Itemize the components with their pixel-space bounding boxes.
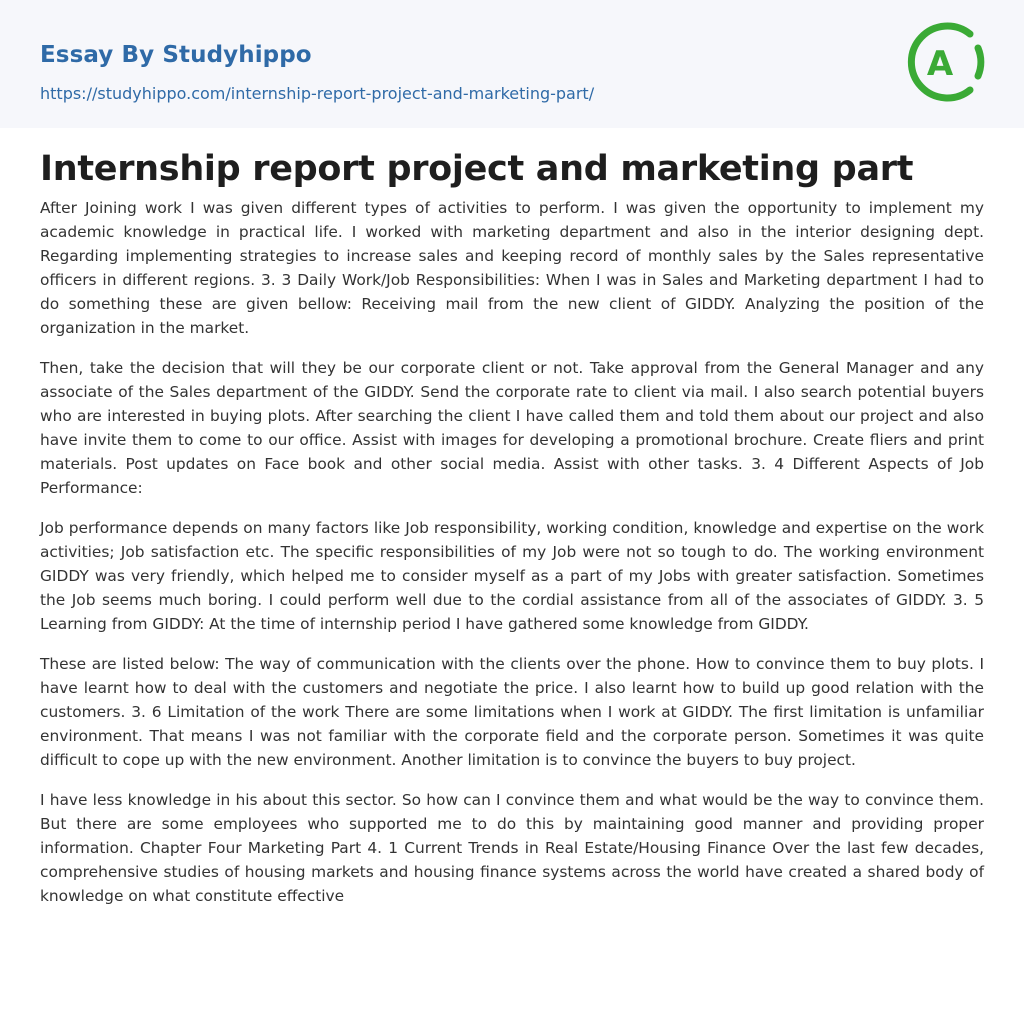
brand-title[interactable]: Essay By Studyhippo [40, 42, 312, 68]
article-paragraph: Then, take the decision that will they be our corporate client or not. Take approval from the General Manager and any associate of the Sales department of the GIDDY. Send the corporate rate to client via mail. I also search potential buyers who are interested in buying plots. After searching the client I have called them and told them about our project and also have invite them to come to our office. Assist with images for developing a promotional brochure. Create fliers and print materials. Post updates on Face book and other social media. Assist with other tasks. 3. 4 Different Aspects of Job Performance: [40, 359, 984, 497]
article [40, 128, 984, 924]
studyhippo-logo-icon[interactable] [904, 18, 988, 106]
article-paragraph: After Joining work I was given different types of activities to perform. I was given the opportunity to implement my academic knowledge in practical life. I worked with marketing department and also in the interior designing dept. Regarding implementing strategies to increase sales and keeping record of monthly sales by the Sales representative officers in different regions. 3. 3 Daily Work/Job Responsibilities: When I was in Sales and Marketing department I had to do something these are given bellow: Receiving mail from the new client of GIDDY. Analyzing the position of the organization in the market. [40, 199, 984, 337]
page-header [0, 0, 1024, 128]
source-url-link[interactable]: https://studyhippo.com/internship-report-project-and-marketing-part/ [40, 84, 595, 103]
article-title: Internship report project and marketing part [40, 149, 914, 189]
article-paragraph: I have less knowledge in his about this sector. So how can I convince them and what would be the way to convince them. But there are some employees who supported me to do this by maintaining good manner and providing proper information. Chapter Four Marketing Part 4. 1 Current Trends in Real Estate/Housing Finance Over the last few decades, comprehensive studies of housing markets and housing finance systems across the world have created a shared body of knowledge on what constitute effective [40, 791, 984, 905]
logo-letter: A [926, 44, 954, 84]
article-paragraph: Job performance depends on many factors like Job responsibility, working condition, knowledge and expertise on the work activities; Job satisfaction etc. The specific responsibilities of my Job were not so tough to do. The working environment GIDDY was very friendly, which helped me to consider myself as a part of my Jobs with greater satisfaction. Sometimes the Job seems much boring. I could perform well due to the cordial assistance from all of the associates of GIDDY. 3. 5 Learning from GIDDY: At the time of internship period I have gathered some knowledge from GIDDY. [40, 519, 984, 633]
article-paragraph: These are listed below: The way of communication with the clients over the phone. How to convince them to buy plots. I have learnt how to deal with the customers and negotiate the price. I also learnt how to build up good relation with the customers. 3. 6 Limitation of the work There are some limitations when I work at GIDDY. The first limitation is unfamiliar environment. That means I was not familiar with the corporate field and the corporate person. Sometimes it was quite difficult to cope up with the new environment. Another limitation is to convince the buyers to buy project. [40, 655, 984, 769]
